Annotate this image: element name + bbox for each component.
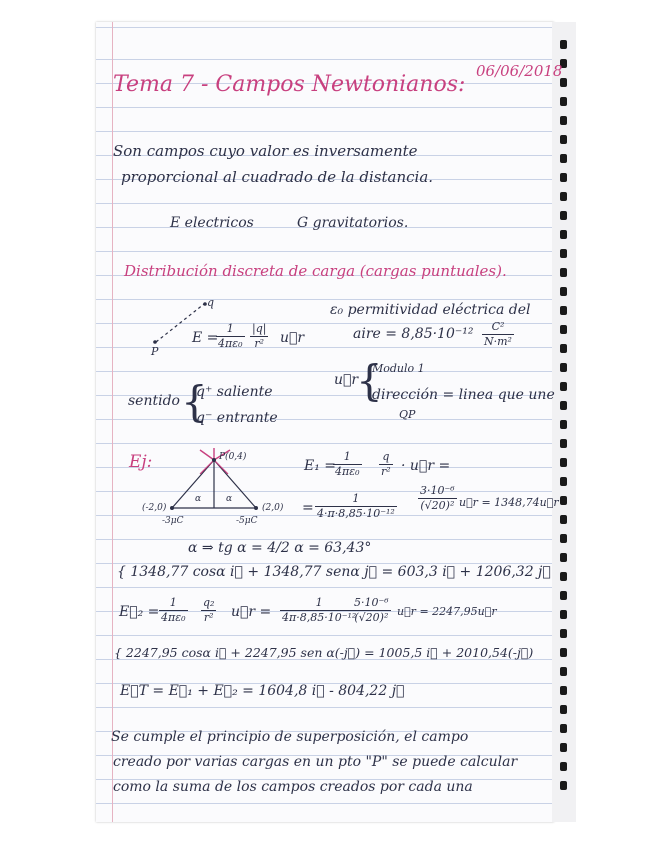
spiral-hole <box>560 496 567 505</box>
e-formula-const-den: 4πε₀ <box>218 337 243 350</box>
diagram-right-point: (2,0) <box>262 503 284 513</box>
ur-label: u⃗r <box>334 372 359 388</box>
spiral-hole <box>560 268 567 277</box>
spiral-hole <box>560 363 567 372</box>
spiral-hole <box>560 154 567 163</box>
page-date: 06/06/2018 <box>476 62 563 80</box>
intro-line-1: Son campos cuyo valor es inversamente <box>113 142 418 160</box>
e1-const-num: 1 <box>333 450 362 465</box>
e1-q-num: q <box>379 450 393 465</box>
ur-brace: { <box>356 356 383 405</box>
spiral-hole <box>560 40 567 49</box>
spiral-hole <box>560 743 567 752</box>
spiral-hole <box>560 211 567 220</box>
spiral-hole <box>560 515 567 524</box>
e2-const-frac <box>159 596 188 625</box>
page-title: Tema 7 - Campos Newtonianos: <box>113 72 466 97</box>
e2-q-frac <box>201 596 216 625</box>
e1-unit-vector: · u⃗r = <box>401 458 451 474</box>
e-formula-q-frac <box>250 322 268 351</box>
spiral-hole <box>560 648 567 657</box>
ur-direction: dirección = linea que une <box>372 387 555 403</box>
triangle-diagram <box>150 448 280 520</box>
e-formula-lhs: E = <box>192 330 219 346</box>
e1-q-frac <box>379 450 393 479</box>
e-formula-q-num: |q| <box>252 322 267 335</box>
e2-line2-const-frac <box>280 596 358 625</box>
e1-line2-q-num: 3·10⁻⁶ <box>420 484 455 497</box>
spiral-hole <box>560 534 567 543</box>
sentido-brace: { <box>181 377 208 426</box>
spiral-hole <box>560 306 567 315</box>
spiral-hole <box>560 173 567 182</box>
charge-q-label: q <box>207 296 215 309</box>
epsilon-line-1: ε₀ permitividad eléctrica del <box>330 302 531 318</box>
superposition-line-1: Se cumple el principio de superposición, el campo <box>111 729 469 745</box>
e1-line2-q-frac <box>418 484 457 513</box>
e2-const-num: 1 <box>159 596 188 611</box>
spiral-hole <box>560 439 567 448</box>
spiral-hole <box>560 382 567 391</box>
e1-line2-const-frac <box>315 492 397 521</box>
spiral-hole <box>560 572 567 581</box>
spiral-hole <box>560 705 567 714</box>
spiral-hole <box>560 192 567 201</box>
spiral-hole <box>560 401 567 410</box>
e1-line2-eq: = <box>302 500 314 516</box>
spiral-hole <box>560 762 567 771</box>
e1-lhs: E₁ = <box>304 458 337 474</box>
e1-result: u⃗r = 1348,74u⃗r <box>459 496 559 509</box>
spiral-hole <box>560 325 567 334</box>
total-field: E⃗T = E⃗₁ + E⃗₂ = 1604,8 i⃗ - 804,22 j⃗ <box>120 683 405 699</box>
section-heading: Distribución discreta de carga (cargas puntuales). <box>124 262 507 280</box>
spiral-hole <box>560 591 567 600</box>
e2-line2-const-den: 4π·8,85·10⁻¹² <box>282 611 357 624</box>
spiral-hole <box>560 420 567 429</box>
alpha-equation: α ⇒ tg α = 4/2 α = 63,43° <box>188 540 372 556</box>
spiral-hole <box>560 667 567 676</box>
spiral-hole <box>560 230 567 239</box>
e2-lhs: E⃗₂ = <box>119 604 160 620</box>
diagram-alpha-left: α <box>195 494 202 504</box>
epsilon-line-2: aire = 8,85·10⁻¹² <box>353 326 474 342</box>
superposition-line-2: creado por varias cargas en un pto "P" se puede calcular <box>113 754 518 770</box>
spiral-hole <box>560 610 567 619</box>
spiral-hole <box>560 287 567 296</box>
e1-line2-const-den: 4·π·8,85·10⁻¹² <box>317 507 395 520</box>
e2-const-den: 4πε₀ <box>161 611 186 624</box>
superposition-line-3: como la suma de los campos creados por cada una <box>113 779 473 795</box>
sentido-positive: q⁺ saliente <box>196 384 273 400</box>
spiral-hole <box>560 249 567 258</box>
spiral-hole <box>560 477 567 486</box>
e1-const-frac <box>333 450 362 479</box>
e1-decomposition: { 1348,77 cosα i⃗ + 1348,77 senα j⃗ = 603,3 i⃗ + 1206,32 j⃗ <box>117 564 551 580</box>
e1-line2-q-den: (√20)² <box>420 499 455 512</box>
diagram-left-point: (-2,0) <box>142 503 167 513</box>
e1-const-den: 4πε₀ <box>335 465 360 478</box>
epsilon-unit <box>482 320 514 349</box>
spiral-hole <box>560 781 567 790</box>
e-formula-const-frac <box>216 322 245 351</box>
spiral-holes <box>560 40 570 800</box>
e2-mid: u⃗r = <box>231 604 272 620</box>
e-formula-unit-vector: u⃗r <box>280 330 305 346</box>
e2-line2-q-num: 5·10⁻⁶ <box>354 596 389 609</box>
e-formula-const-num: 1 <box>216 322 245 337</box>
field-gravitational: G gravitatorios. <box>297 215 409 231</box>
diagram-p-label: P(0,4) <box>219 452 247 462</box>
ur-modulo: Modulo 1 <box>372 362 425 375</box>
e1-q-den: r² <box>381 465 391 478</box>
spiral-hole <box>560 724 567 733</box>
diagram-alpha-right: α <box>226 494 233 504</box>
sentido-label: sentido <box>128 393 180 409</box>
spiral-hole <box>560 116 567 125</box>
diagram-left-charge: -3μC <box>162 516 184 526</box>
point-p-label: P <box>151 345 159 358</box>
intro-line-2: proporcional al cuadrado de la distancia. <box>121 168 434 186</box>
sentido-negative: q⁻ entrante <box>196 410 278 426</box>
spiral-hole <box>560 458 567 467</box>
e2-line2-const-num: 1 <box>280 596 358 611</box>
epsilon-unit-den: N·m² <box>484 335 512 348</box>
diagram-right-charge: -5μC <box>236 516 258 526</box>
spiral-hole <box>560 686 567 695</box>
spiral-hole <box>560 344 567 353</box>
example-label: Ej: <box>129 452 153 472</box>
e2-q-num: q₂ <box>203 596 215 609</box>
spiral-hole <box>560 553 567 562</box>
e2-q-den: r² <box>203 611 214 624</box>
e2-line2-q-frac <box>352 596 391 625</box>
e2-line2-q-den: (√20)² <box>354 611 389 624</box>
e-formula-q-den: r² <box>254 337 265 350</box>
spiral-hole <box>560 629 567 638</box>
spiral-hole <box>560 97 567 106</box>
e2-decomposition: { 2247,95 cosα i⃗ + 2247,95 sen α(-j⃗) = 1005,5 i⃗ + 2010,54(-j⃗) <box>114 645 534 660</box>
ur-qp: QP <box>399 408 416 421</box>
spiral-hole <box>560 135 567 144</box>
e2-result: u⃗r = 2247,95u⃗r <box>397 605 497 618</box>
e1-line2-const-num: 1 <box>315 492 397 507</box>
epsilon-unit-num: C² <box>482 320 514 335</box>
field-electric: E electricos <box>170 215 254 231</box>
